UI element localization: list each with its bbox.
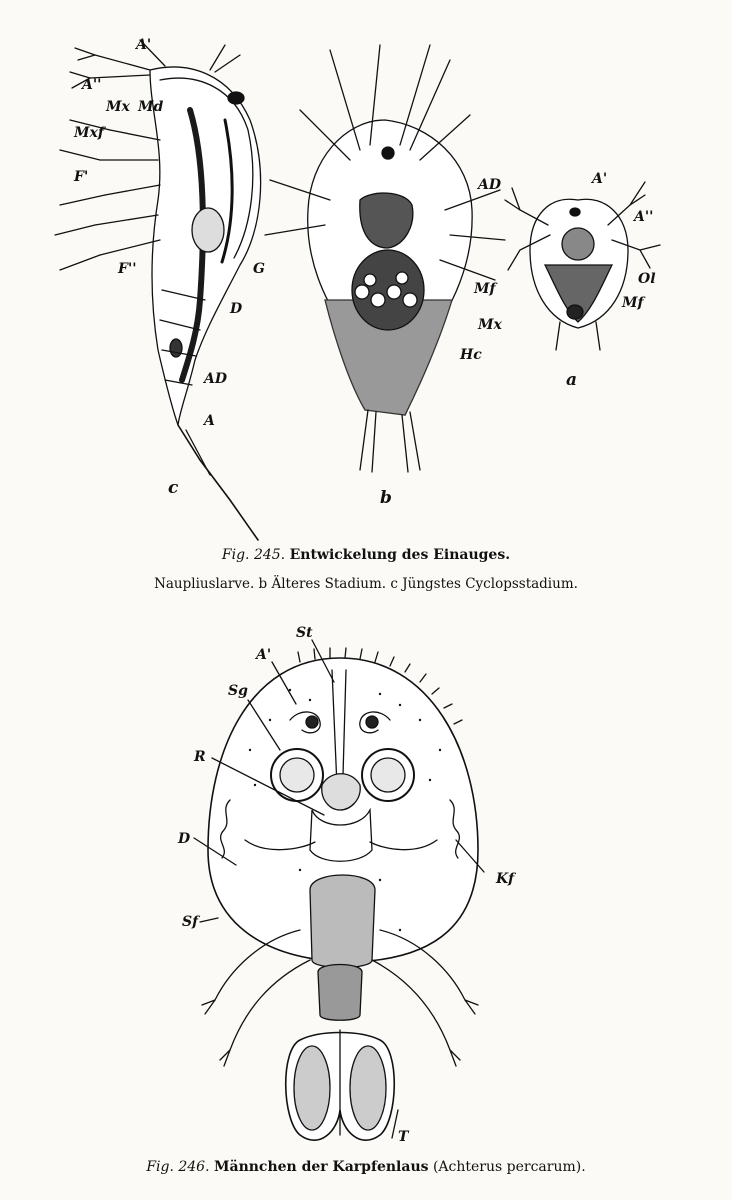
label-c-a: A	[204, 413, 215, 429]
panel-c-letter: c	[168, 478, 179, 498]
label-c-foot-1: F'	[74, 169, 89, 185]
figure-245-title: Entwickelung des Einauges.	[289, 547, 511, 563]
label-d: D	[178, 831, 191, 847]
figure-246	[0, 610, 732, 1200]
label-t: T	[398, 1129, 409, 1145]
figure-246-species: (Achterus percarum).	[432, 1159, 586, 1175]
label-c-ad: AD	[204, 371, 228, 387]
label-st: St	[296, 625, 313, 641]
label-c-g: G	[253, 261, 265, 277]
label-b-mf: Mf	[474, 281, 496, 297]
panel-a-letter: a	[566, 370, 578, 390]
figure-245-number: Fig. 245.	[221, 547, 286, 563]
label-b-hc: Hc	[460, 347, 482, 363]
figure-246-title: Männchen der Karpfenlaus	[214, 1159, 429, 1175]
label-r: R	[194, 749, 206, 765]
panel-c-drawing	[55, 37, 261, 540]
label-c-foot-2: F''	[118, 261, 137, 277]
figure-246-illustration	[0, 610, 732, 1200]
figure-245-caption	[0, 547, 732, 563]
label-kf: Kf	[496, 871, 515, 887]
label-a-ol: Ol	[638, 271, 656, 287]
label-b-ad: AD	[478, 177, 502, 193]
label-a-mf: Mf	[622, 295, 644, 311]
label-c-maxilliped: Mxf	[74, 125, 104, 141]
figure-246-caption	[0, 1159, 732, 1175]
label-b-mx: Mx	[478, 317, 502, 333]
label-a1: A'	[256, 647, 272, 663]
label-a-antenna-1: A'	[592, 171, 608, 187]
label-c-d: D	[230, 301, 243, 317]
figure-245-subcaption: Naupliuslarve. b Älteres Stadium. c Jüngstes Cyclopsstadium.	[154, 576, 578, 592]
label-sg: Sg	[228, 683, 248, 699]
panel-b-drawing	[265, 45, 505, 472]
label-a-antenna-2: A''	[634, 209, 654, 225]
label-c-antenna-1: A'	[136, 37, 152, 53]
panel-b-letter: b	[380, 488, 392, 508]
label-sf: Sf	[182, 914, 199, 930]
label-c-mandible: Md	[138, 99, 164, 115]
label-c-maxilla: Mx	[106, 99, 130, 115]
panel-a-drawing	[505, 182, 660, 350]
figure-246-number: Fig. 246.	[146, 1159, 210, 1175]
label-c-antenna-2: A''	[82, 77, 102, 93]
